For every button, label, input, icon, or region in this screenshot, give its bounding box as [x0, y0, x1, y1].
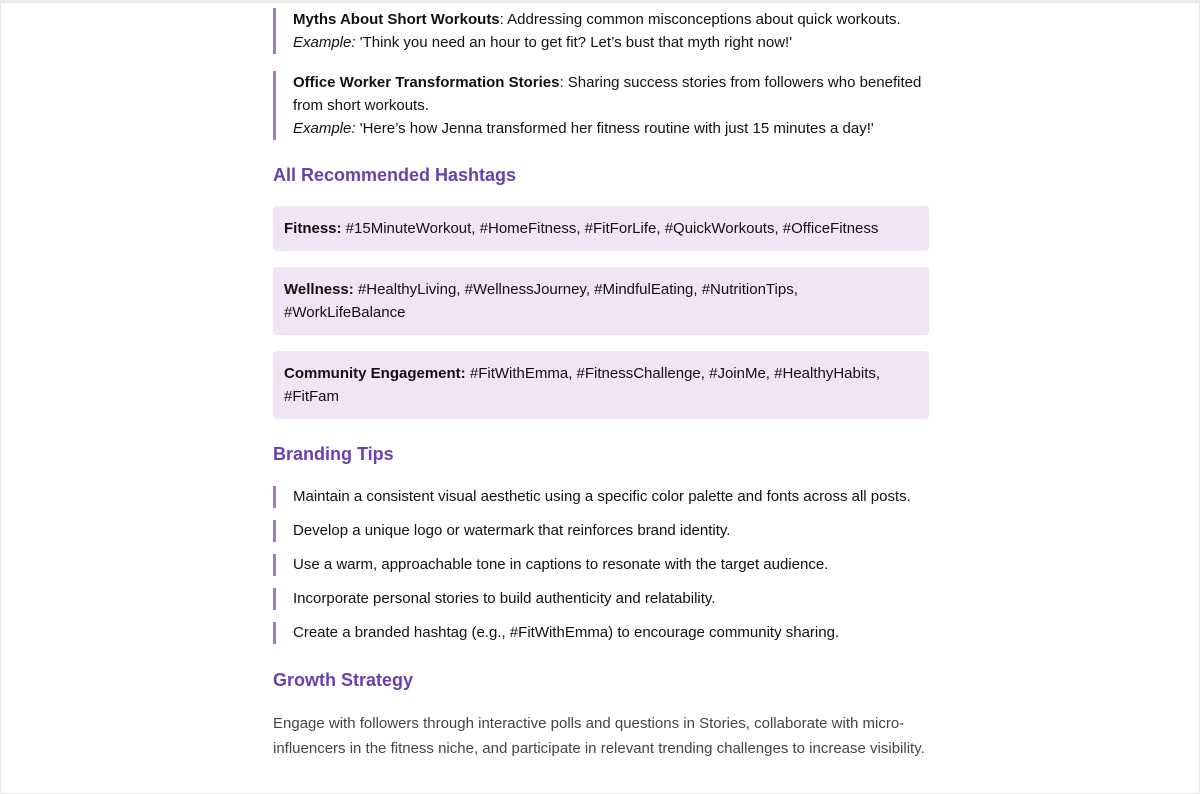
hashtag-group-fitness — [273, 206, 929, 251]
growth-heading: Growth Strategy — [273, 670, 414, 690]
hashtag-list: #FitWithEmma, #FitnessChallenge, #JoinMe, #HealthyHabits, #FitFam — [284, 365, 881, 405]
branding-tip: Maintain a consistent visual aesthetic using a specific color palette and fonts across all posts. — [273, 486, 949, 508]
content-idea-office — [273, 71, 949, 140]
branding-tip: Use a warm, approachable tone in captions to resonate with the target audience. — [273, 554, 949, 576]
hashtag-list: #15MinuteWorkout, #HomeFitness, #FitForLife, #QuickWorkouts, #OfficeFitness — [341, 220, 879, 237]
hashtag-group-label: Fitness: — [284, 220, 342, 237]
hashtag-group-label: Community Engagement: — [284, 365, 466, 382]
idea-example: 'Think you need an hour to get fit? Let’s bust that myth right now!' — [355, 34, 793, 51]
idea-description: : Sharing success stories from followers who benefited from short workouts. — [293, 74, 922, 114]
hashtag-list: #HealthyLiving, #WellnessJourney, #MindfulEating, #NutritionTips, #WorkLifeBalance — [284, 281, 798, 321]
idea-description: : Addressing common misconceptions about quick workouts. — [499, 11, 901, 28]
example-label: Example: — [293, 120, 356, 137]
content-idea-myths — [273, 8, 949, 54]
growth-strategy-text: Engage with followers through interactive polls and questions in Stories, collaborate with micro-influencers in the fitness niche, and participate in relevant trending challenges to increase visibility. — [273, 715, 925, 757]
hashtag-group-label: Wellness: — [284, 281, 354, 298]
branding-tip: Create a branded hashtag (e.g., #FitWithEmma) to encourage community sharing. — [273, 622, 949, 644]
branding-heading: Branding Tips — [273, 444, 394, 464]
example-label: Example: — [293, 34, 356, 51]
idea-title: Myths About Short Workouts — [293, 11, 500, 28]
branding-tip: Develop a unique logo or watermark that reinforces brand identity. — [273, 520, 949, 542]
idea-title: Office Worker Transformation Stories — [293, 74, 560, 91]
idea-example: 'Here’s how Jenna transformed her fitness routine with just 15 minutes a day!' — [355, 120, 874, 137]
branding-tip: Incorporate personal stories to build authenticity and relatability. — [273, 588, 949, 610]
hashtag-group-wellness — [273, 267, 929, 335]
hashtags-heading: All Recommended Hashtags — [273, 165, 517, 185]
hashtag-group-community — [273, 351, 929, 419]
